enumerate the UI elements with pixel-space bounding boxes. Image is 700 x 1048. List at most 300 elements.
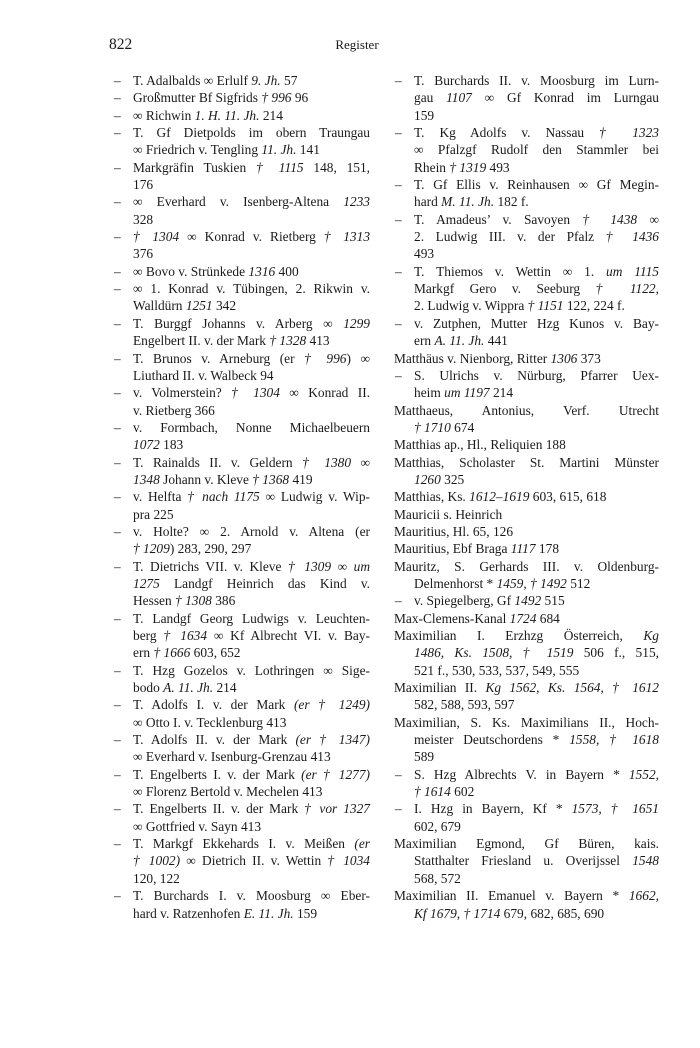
subentry-dash: – (114, 385, 121, 401)
entry-text: ∞ (351, 454, 370, 470)
entry-text: 141 (296, 142, 320, 158)
entry-text: Matthias ap., Hl., Reliquien 188 (394, 437, 566, 453)
entry-text: T. Rainalds II. v. Geldern (133, 454, 303, 470)
entry-line (414, 107, 659, 124)
entry-text: Engelbert II. v. der Mark (133, 333, 270, 349)
entry-text: ∞ (331, 558, 354, 574)
entry-text: Markgf Gero v. Seeburg (414, 281, 596, 297)
entry-line (133, 159, 370, 176)
subentry-dash: – (395, 125, 402, 141)
entry-text: T. Burggf Johanns v. Arberg ∞ (133, 315, 344, 331)
entry-line (394, 454, 659, 471)
entry-line (394, 436, 659, 453)
date-italic: † 1323 (599, 125, 659, 141)
subentry-dash: – (114, 159, 121, 175)
date-italic: † 1115 (255, 159, 304, 175)
date-italic: † 1710 (414, 419, 451, 435)
entry-line (414, 211, 659, 228)
date-italic: 1107 (446, 90, 472, 106)
entry-line (414, 315, 659, 332)
entry-text: T. Adolfs I. v. der Mark (133, 697, 294, 713)
entry-text: Maximilian Egmond, Gf Büren, kais. (394, 836, 659, 852)
entry-line (133, 714, 370, 731)
date-italic: † 996 (261, 90, 292, 106)
entry-line (394, 402, 659, 419)
date-italic: A. 11. Jh. (434, 333, 485, 349)
entry-text: 342 (212, 298, 237, 314)
entry-text: 214 (213, 680, 237, 696)
entry-text: 159 (293, 905, 318, 921)
entry-text: 214 (259, 107, 283, 123)
entry-text: 176 (133, 177, 154, 193)
entry-text: ∞ (637, 211, 659, 227)
index-subentry (113, 454, 370, 489)
entry-text: T. Brunos v. Arneburg (er (133, 350, 305, 366)
entry-text: 122, 224 f. (563, 298, 625, 314)
date-italic: 11. Jh. (261, 142, 297, 158)
entry-text: gau (414, 90, 447, 106)
date-italic: † nach 1175 (187, 489, 260, 505)
entry-line (394, 835, 659, 852)
index-subentry (394, 72, 659, 124)
entry-text: v. Holte? ∞ 2. Arnold v. Altena (er (133, 523, 370, 539)
index-subentry (394, 263, 659, 315)
date-italic: 1348 (133, 471, 160, 487)
entry-line (133, 905, 370, 922)
index-entry (394, 350, 659, 367)
entry-line (414, 419, 659, 436)
entry-text: ∞ Pfalzgf Rudolf den Stammler bei (414, 142, 659, 158)
entry-line (133, 454, 370, 471)
entry-text: Maximilian II. (394, 680, 486, 696)
index-entry (394, 610, 659, 627)
entry-line (133, 540, 370, 557)
entry-text: Mauricii s. Heinrich (394, 506, 503, 522)
entry-line (133, 211, 370, 228)
entry-text: 2. Ludwig III. v. der Pfalz (414, 229, 606, 245)
date-italic: um (353, 558, 370, 574)
subentry-dash: – (114, 766, 121, 782)
entry-text: 521 f., 530, 533, 537, 549, 555 (414, 662, 580, 678)
subentry-dash: – (114, 229, 121, 245)
entry-text: T. Thiemos v. Wettin ∞ 1. (414, 263, 607, 279)
running-title: Register (335, 37, 379, 52)
entry-line (133, 228, 370, 245)
entry-line (133, 124, 370, 141)
entry-text: Delmenhorst * (414, 575, 497, 591)
subentry-dash: – (114, 194, 121, 210)
entry-line (414, 748, 659, 765)
subentry-dash: – (114, 836, 121, 852)
index-subentry (113, 263, 370, 280)
index-entry (394, 835, 659, 887)
subentry-dash: – (114, 90, 121, 106)
index-entry (394, 488, 659, 505)
index-subentry (113, 488, 370, 523)
entry-text: 376 (133, 246, 154, 262)
subentry-dash: – (114, 315, 121, 331)
index-subentry (113, 800, 370, 835)
subentry-dash: – (395, 593, 402, 609)
entry-text: T. Dietrichs VII. v. Kleve (133, 558, 288, 574)
entry-text: ∞ Gf Konrad im Lurngau (471, 90, 659, 106)
entry-text: T. Landgf Georg Ludwigs v. Leuchten- (133, 610, 370, 626)
subentry-dash: – (114, 697, 121, 713)
entry-text: meister Deutschordens * (414, 732, 570, 748)
entry-line (133, 367, 370, 384)
entry-text: 512 (566, 575, 591, 591)
entry-line (394, 523, 659, 540)
entry-line (414, 575, 659, 592)
index-subentry (394, 176, 659, 211)
entry-line (133, 679, 370, 696)
index-subentry (113, 89, 370, 106)
date-italic: 1117 (510, 541, 536, 557)
entry-line (133, 419, 370, 436)
entry-text: 568, 572 (414, 870, 461, 886)
index-subentry (113, 887, 370, 922)
entry-text: ern (133, 645, 154, 661)
date-italic: 1492 (514, 593, 542, 609)
subentry-dash: – (114, 610, 121, 626)
subentry-dash: – (114, 281, 121, 297)
entry-line (133, 870, 370, 887)
date-italic: † 1436 (605, 229, 659, 245)
entry-line (414, 662, 659, 679)
date-italic: † 1209 (133, 541, 170, 557)
entry-text: ∞ Friedrich v. Tengling (133, 142, 262, 158)
index-column-right (394, 72, 659, 922)
entry-text: Mauritius, Hl. 65, 126 (394, 523, 514, 539)
index-subentry (394, 592, 659, 609)
subentry-dash: – (114, 263, 121, 279)
entry-line (394, 506, 659, 523)
index-entry (394, 887, 659, 922)
subentry-dash: – (114, 107, 121, 123)
entry-line (394, 488, 659, 505)
entry-line (394, 610, 659, 627)
entry-text: 603, 615, 618 (529, 489, 607, 505)
entry-line (414, 124, 659, 141)
date-italic: † 996 (304, 350, 347, 366)
entry-line (414, 905, 659, 922)
entry-text: Rhein (414, 159, 450, 175)
subentry-dash: – (395, 211, 402, 227)
entry-text: 373 (577, 350, 601, 366)
entry-text: 493 (486, 159, 510, 175)
entry-text: ) ∞ (346, 350, 370, 366)
date-italic: 1306 (550, 350, 578, 366)
index-subentry (113, 350, 370, 385)
date-italic: 1573, † 1651 (571, 801, 659, 817)
date-italic: † 1380 (302, 454, 352, 470)
index-subentry (113, 280, 370, 315)
entry-line (414, 800, 659, 817)
entry-text: ∞ Florenz Bertold v. Mechelen 413 (133, 784, 323, 800)
entry-line (414, 471, 659, 488)
entry-text: 183 (159, 437, 184, 453)
entry-line (133, 592, 370, 609)
date-italic: † 1034 (327, 853, 370, 869)
entry-text: pra 225 (133, 506, 174, 522)
entry-line (394, 679, 659, 696)
entry-line (133, 575, 370, 592)
index-entry (394, 679, 659, 714)
entry-line (133, 818, 370, 835)
index-subentry (113, 766, 370, 801)
entry-text: hard v. Ratzenhofen (133, 905, 244, 921)
entry-line (133, 245, 370, 262)
entry-text: ∞ 1. Konrad v. Tübingen, 2. Rikwin v. (133, 281, 370, 297)
entry-line (414, 263, 659, 280)
date-italic: † 1666 (153, 645, 191, 661)
entry-text: bodo (133, 680, 164, 696)
index-subentry (113, 662, 370, 697)
entry-text: ) 283, 290, 297 (169, 541, 252, 557)
index-entry (394, 714, 659, 766)
date-italic: (er † 1277) (301, 766, 370, 782)
index-subentry (113, 315, 370, 350)
entry-line (394, 887, 659, 904)
date-italic: 1724 (509, 610, 537, 626)
entry-text: ∞ Richwin (133, 107, 195, 123)
entry-text: ∞ Gottfried v. Sayn 413 (133, 818, 262, 834)
date-italic: 1558, † 1618 (569, 732, 659, 748)
entry-text: T. Burchards II. v. Moosburg im Lurn- (414, 73, 659, 88)
entry-text: 182 f. (494, 194, 529, 210)
entry-line (414, 696, 659, 713)
entry-text: 419 (289, 471, 313, 487)
entry-line (414, 852, 659, 869)
subentry-dash: – (114, 454, 121, 470)
entry-line (133, 610, 370, 627)
entry-line (414, 592, 659, 609)
date-italic: 1233 (343, 194, 370, 210)
entry-line (414, 766, 659, 783)
entry-text: T. Amadeus’ v. Savoyen (414, 211, 583, 227)
entry-text: 214 (489, 385, 514, 401)
entry-line (133, 766, 370, 783)
entry-line (133, 176, 370, 193)
entry-text: Maximilian I. Erzhzg Österreich, (394, 628, 644, 643)
entry-text: T. Adolfs II. v. der Mark (133, 732, 296, 748)
index-subentry (113, 193, 370, 228)
entry-text: 386 (211, 593, 236, 609)
entry-text: , (655, 281, 659, 297)
entry-text: T. Gf Ellis v. Reinhausen ∞ Gf Megin- (414, 177, 659, 193)
date-italic: 1552, (628, 766, 659, 782)
entry-text: T. Burchards I. v. Moosburg ∞ Eber- (133, 888, 370, 904)
index-subentry (394, 211, 659, 263)
entry-text: 679, 682, 685, 690 (500, 905, 605, 921)
index-subentry (113, 384, 370, 419)
date-italic: † 1368 (252, 471, 290, 487)
date-italic: † vor 1327 (304, 801, 370, 817)
entry-text: ∞ Dietrich II. v. Wettin (180, 853, 328, 869)
entry-line (133, 488, 370, 505)
entry-line (133, 471, 370, 488)
entry-text: berg (133, 628, 164, 643)
entry-text: Landgf Heinrich das Kind v. (159, 575, 370, 591)
subentry-dash: – (395, 367, 402, 383)
entry-text: Maximilian II. Emanuel v. Bayern * (394, 888, 629, 904)
entry-text: T. Engelberts I. v. der Mark (133, 766, 302, 782)
entry-text: T. Engelberts II. v. der Mark (133, 801, 305, 817)
entry-line (133, 89, 370, 106)
date-italic: 1459, † 1492 (496, 575, 567, 591)
date-italic: † 1309 (287, 558, 332, 574)
entry-text: T. Gf Dietpolds im obern Traungau (133, 125, 370, 141)
entry-line (133, 887, 370, 904)
date-italic: 1. H. 11. Jh. (194, 107, 260, 123)
entry-line (133, 731, 370, 748)
entry-text: 493 (414, 246, 435, 262)
subentry-dash: – (395, 177, 402, 193)
entry-text: 589 (414, 749, 435, 765)
entry-text: ∞ Konrad II. (279, 385, 370, 401)
entry-line (414, 159, 659, 176)
entry-text: 148, 151, (303, 159, 370, 175)
date-italic: † 1304 (133, 229, 180, 245)
index-subentry (113, 124, 370, 159)
date-italic: 1548 (632, 853, 659, 869)
index-subentry (394, 800, 659, 835)
index-entry (394, 540, 659, 557)
entry-text: v. Spiegelberg, Gf (414, 593, 515, 609)
entry-line (414, 141, 659, 158)
entry-text: 96 (291, 90, 309, 106)
subentry-dash: – (114, 732, 121, 748)
entry-line (133, 800, 370, 817)
subentry-dash: – (114, 888, 121, 904)
entry-text: T. Hzg Gozelos v. Lothringen ∞ Sige- (133, 662, 370, 678)
entry-line (133, 297, 370, 314)
subentry-dash: – (114, 73, 121, 88)
entry-line (133, 193, 370, 210)
entry-text: 57 (280, 73, 298, 88)
date-italic: † 1634 (163, 628, 208, 643)
entry-text: ∞ Ludwig v. Wip- (259, 489, 370, 505)
entry-line (394, 627, 659, 644)
entry-text: 603, 652 (190, 645, 241, 661)
entry-text: T. Kg Adolfs v. Nassau (414, 125, 600, 141)
date-italic: † 1308 (175, 593, 212, 609)
date-italic: M. 11. Jh. (441, 194, 495, 210)
entry-text: 159 (414, 107, 435, 123)
entry-line (133, 662, 370, 679)
entry-text: S. Ulrichs v. Nürburg, Pfarrer Uex- (414, 367, 659, 383)
entry-line (394, 350, 659, 367)
entry-text: ∞ Kf Albrecht VI. v. Bay- (207, 628, 370, 643)
index-subentry (394, 766, 659, 801)
index-entry (394, 523, 659, 540)
entry-line (133, 627, 370, 644)
entry-text: Max-Clemens-Kanal (394, 610, 510, 626)
entry-line (133, 696, 370, 713)
entry-text: 515 (541, 593, 565, 609)
entry-text: 325 (440, 471, 465, 487)
subentry-dash: – (395, 73, 402, 88)
entry-text: Johann v. Kleve (159, 471, 253, 487)
date-italic: 1486, Ks. 1508, † 1519 (414, 645, 574, 661)
entry-text: v. Rietberg 366 (133, 402, 215, 418)
subentry-dash: – (395, 766, 402, 782)
subentry-dash: – (114, 489, 121, 505)
entry-line (133, 852, 370, 869)
index-subentry (113, 419, 370, 454)
entry-text: 684 (536, 610, 560, 626)
entry-line (133, 280, 370, 297)
date-italic: um 1115 (606, 263, 660, 279)
entry-text: I. Hzg in Bayern, Kf * (414, 801, 572, 817)
date-italic: 1316 (248, 263, 276, 279)
subentry-dash: – (114, 558, 121, 574)
entry-text: T. Adalbalds ∞ Erlulf (133, 73, 252, 88)
entry-text: ∞ Otto I. v. Tecklenburg 413 (133, 714, 287, 730)
index-subentry (394, 315, 659, 350)
index-entry (394, 454, 659, 489)
entry-text: Matthias, Scholaster St. Martini Münster (394, 454, 659, 470)
entry-text: ∞ Everhard v. Isenberg-Altena (133, 194, 344, 210)
subentry-dash: – (114, 419, 121, 435)
entry-text: Matthäus v. Nienborg, Ritter (394, 350, 551, 366)
page-number: 822 (109, 36, 133, 53)
date-italic: 1275 (133, 575, 160, 591)
entry-text: v. Formbach, Nonne Michaelbeuern (133, 419, 370, 435)
entry-text: ern (414, 333, 435, 349)
entry-line (133, 523, 370, 540)
entry-text: Großmutter Bf Sigfrids (133, 90, 262, 106)
date-italic: Kf 1679, † 1714 (414, 905, 501, 921)
entry-line (414, 731, 659, 748)
date-italic: A. 11. Jh. (163, 680, 214, 696)
subentry-dash: – (114, 662, 121, 678)
date-italic: E. 11. Jh. (243, 905, 294, 921)
entry-line (414, 332, 659, 349)
entry-text: 2. Ludwig v. Wippra (414, 298, 528, 314)
date-italic: † 1002) (133, 853, 181, 869)
entry-line (394, 714, 659, 731)
date-italic: † 1328 (269, 333, 307, 349)
date-italic: 1251 (185, 298, 213, 314)
entry-text: Liuthard II. v. Walbeck 94 (133, 367, 274, 383)
index-subentry (113, 523, 370, 558)
date-italic: (er † 1249) (293, 697, 370, 713)
index-subentry (113, 558, 370, 610)
entry-text: Mauritius, Ebf Braga (394, 541, 511, 557)
index-entry (394, 558, 659, 593)
entry-text: 602 (450, 784, 475, 800)
entry-line (133, 835, 370, 852)
entry-line (414, 384, 659, 401)
subentry-dash: – (114, 523, 121, 539)
date-italic: 1260 (414, 471, 441, 487)
entry-text: 602, 679 (414, 818, 461, 834)
entry-line (133, 783, 370, 800)
subentry-dash: – (114, 125, 121, 141)
index-subentry (113, 72, 370, 89)
index-subentry (113, 835, 370, 887)
entry-text: Matthaeus, Antonius, Verf. Utrecht (394, 402, 659, 418)
entry-text: T. Markgf Ekkehards I. v. Meißen (133, 836, 355, 852)
index-subentry (394, 124, 659, 176)
entry-text: 120, 122 (133, 870, 180, 886)
date-italic: † 1319 (449, 159, 487, 175)
entry-text: v. Zutphen, Mutter Hzg Kunos v. Bay- (414, 315, 659, 331)
entry-line (414, 176, 659, 193)
index-column-left (113, 72, 370, 922)
entry-line (414, 818, 659, 835)
